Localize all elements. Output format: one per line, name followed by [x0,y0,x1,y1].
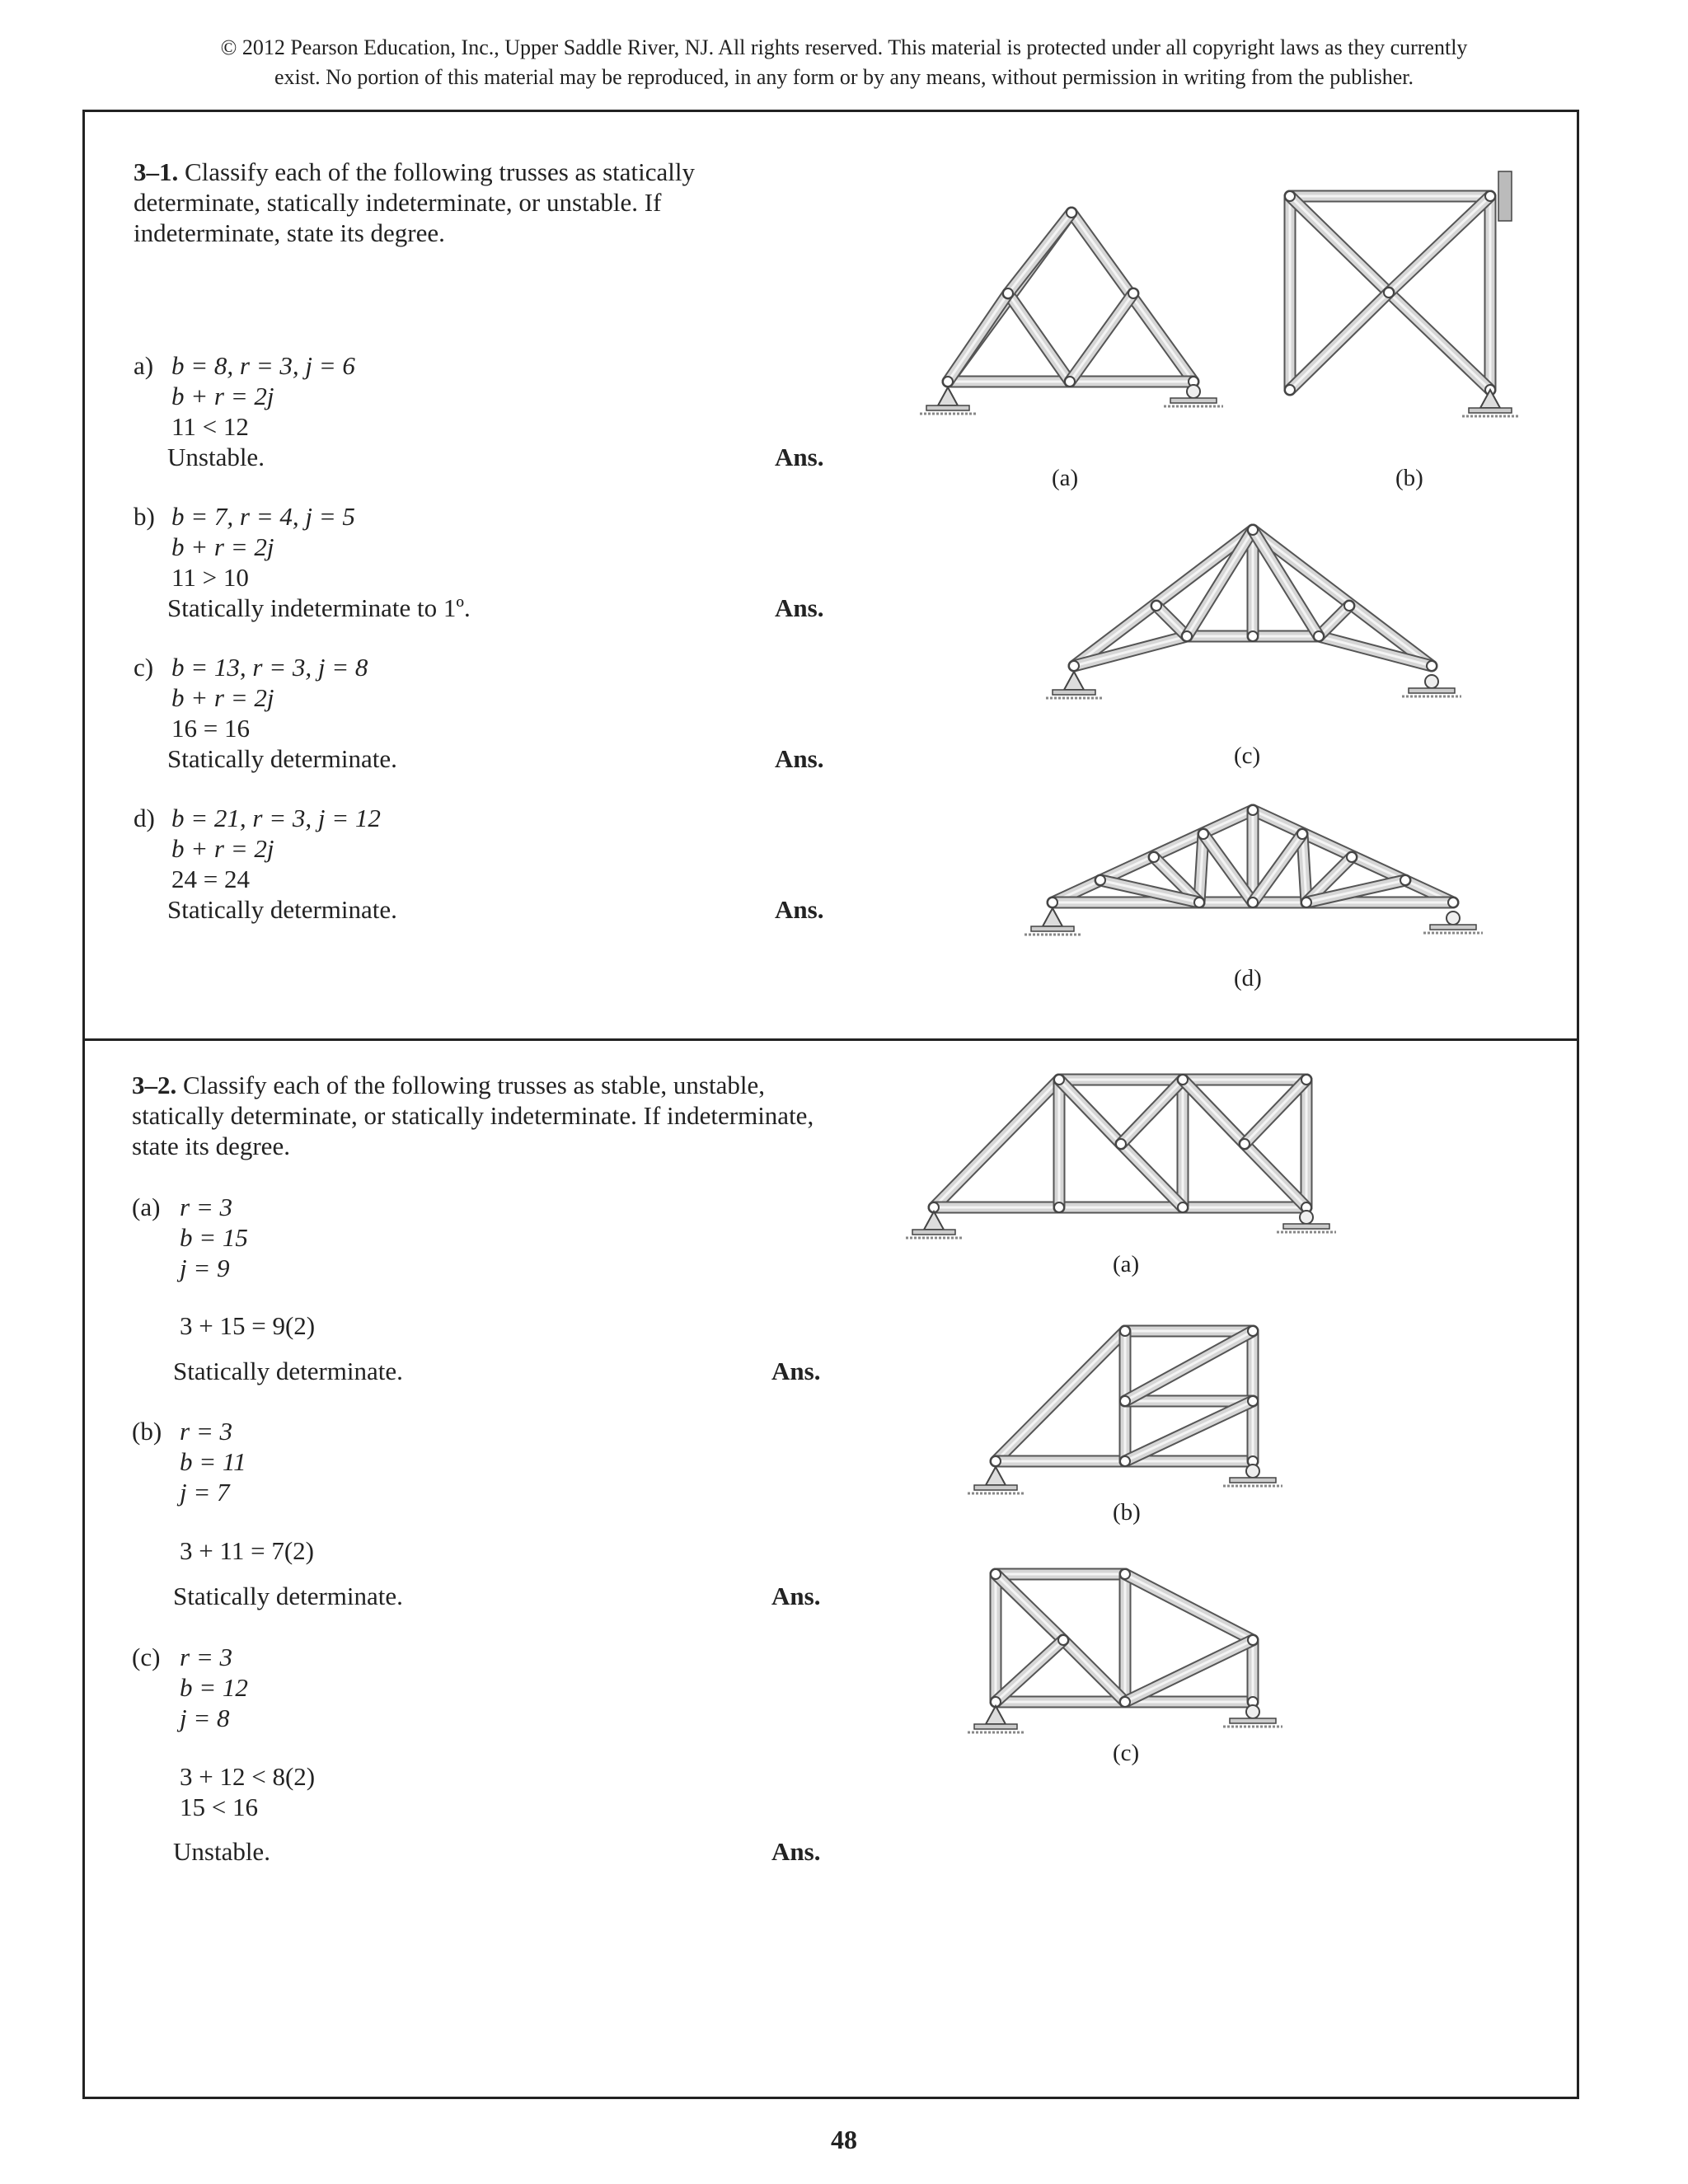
wall-support [1498,171,1512,221]
truss-figure-3-1-d [1025,805,1483,935]
ans-label: Ans. [771,1837,821,1866]
wall-block [1498,171,1512,221]
part-label: c) [134,653,154,682]
part-comparison: 11 < 12 [171,412,249,441]
pin-support [968,1467,1024,1493]
part-b: b = 11 [180,1447,246,1476]
truss-figure-3-2-a [906,1075,1336,1238]
truss-joint-pin [1054,1202,1064,1212]
support-base [1230,1718,1276,1723]
truss-joint-pin [1065,377,1075,387]
pin-support [968,1706,1024,1732]
truss-joint-pin [1048,898,1057,907]
truss-member-highlight [1253,834,1302,902]
statement-line: Classify each of the following trusses as stable, unstable, [183,1071,765,1099]
part-result: Unstable. [167,443,265,471]
part-equation: 3 + 15 = 9(2) [180,1311,316,1340]
part-j: j = 7 [180,1478,230,1507]
truss-joint-pin [1116,1139,1126,1149]
truss-figure-3-1-b [1285,171,1518,416]
truss-member-highlight [1187,530,1253,636]
roller-support [1223,1465,1282,1486]
pin-support [1025,908,1081,935]
truss-joint-pin [1297,829,1307,839]
figure-caption-a: (a) [1052,465,1079,491]
part-comparison: 11 > 10 [171,563,249,592]
ans-label: Ans. [771,1357,821,1385]
part-equation: b + r = 2j [171,382,274,410]
copyright-line-2: exist. No portion of this material may be reproduced, in any form or by any means, without permission in writing from the publisher. [274,65,1414,89]
part-r: r = 3 [180,1417,232,1446]
part-comparison: 16 = 16 [171,714,250,743]
truss-member-highlight [1253,530,1319,636]
truss-joint-pin [1400,875,1410,885]
truss-member-highlight [996,1574,1063,1640]
truss-member-highlight [1203,834,1253,902]
part-r: r = 3 [180,1643,232,1671]
page-number: 48 [831,2125,857,2154]
truss-joint-pin [1182,631,1192,641]
part-label: b) [134,502,155,531]
figure-caption-a: (a) [1113,1251,1140,1277]
part-equation: b + r = 2j [171,532,274,561]
truss-joint-pin [1314,631,1324,641]
truss-member-highlight [1125,1401,1253,1461]
part-result: Statically determinate. [167,895,397,924]
figure-caption-b: (b) [1113,1499,1141,1526]
support-base [1053,690,1095,695]
support-base [1230,1478,1276,1483]
truss-joint-pin [1120,1697,1130,1707]
pin-support [1046,672,1102,698]
support-roller [1425,675,1438,688]
pin-support [920,387,976,414]
truss-joint-pin [1069,661,1079,671]
truss-member-highlight [948,293,1008,382]
part-j: j = 9 [180,1254,230,1282]
figure-caption-c: (c) [1113,1740,1140,1766]
truss-joint-pin [1128,288,1138,298]
part-label: (b) [132,1417,162,1446]
roller-support [1277,1211,1336,1232]
truss-member-highlight [1121,1080,1183,1144]
statement-line: statically determinate, or statically indeterminate. If indeterminate, [132,1101,814,1130]
truss-joint-pin [1054,1075,1064,1085]
truss-joint-pin [1058,1635,1068,1645]
truss-joint-pin [1285,385,1295,395]
truss-member-highlight [1059,1080,1121,1144]
truss-joint-pin [1427,661,1437,671]
part-equation: b + r = 2j [171,683,274,712]
support-bracket [938,387,958,405]
truss-figure-3-2-b [968,1326,1282,1493]
truss-joint-pin [1301,898,1311,907]
statement-line: determinate, statically indeterminate, or unstable. If [134,188,662,217]
truss-joint-pin [1248,1396,1258,1406]
truss-joint-pin [1120,1569,1130,1579]
truss-joint-pin [1240,1139,1250,1149]
support-roller [1187,385,1200,398]
truss-joint-pin [1120,1396,1130,1406]
truss-member-highlight [1290,293,1389,390]
copyright-line-1: © 2012 Pearson Education, Inc., Upper Saddle River, NJ. All rights reserved. This material is protected under all copyright laws as they currently [220,35,1468,59]
ans-label: Ans. [775,593,824,622]
ans-label: Ans. [775,744,824,773]
figure-caption-b: (b) [1395,465,1423,491]
truss-joint-pin [1198,829,1208,839]
support-base [1283,1224,1329,1229]
truss-member-highlight [1183,1080,1245,1144]
truss-joint-pin [1178,1202,1188,1212]
truss-joint-pin [1067,208,1076,218]
part-equation: 3 + 11 = 7(2) [180,1536,314,1565]
roller-support [1223,1705,1282,1727]
support-roller [1300,1211,1313,1224]
truss-member-highlight [1070,293,1133,382]
truss-member-highlight [1245,1080,1306,1144]
part-values: b = 13, r = 3, j = 8 [171,653,368,682]
part-result: Statically determinate. [167,744,397,773]
truss-joint-pin [1248,1635,1258,1645]
truss-joint-pin [1248,898,1258,907]
truss-joint-pin [991,1569,1001,1579]
support-bracket [1043,908,1062,926]
problem-3-2-number: 3–2. [132,1071,177,1099]
support-bracket [1480,390,1500,408]
truss-joint-pin [1151,601,1161,611]
truss-joint-pin [1120,1326,1130,1336]
statement-line: Classify each of the following trusses as statically [185,157,696,186]
truss-figure-3-1-a [920,208,1223,414]
support-bracket [1064,672,1084,690]
part-comparison: 24 = 24 [171,865,250,893]
support-base [974,1724,1017,1729]
part-b: b = 12 [180,1673,248,1702]
part-result: Unstable. [173,1837,270,1866]
truss-joint-pin [1194,898,1204,907]
figure-caption-c: (c) [1234,743,1261,769]
support-base [926,405,969,410]
part-equation: 3 + 12 < 8(2) [180,1762,316,1791]
truss-figure-3-2-c [968,1569,1282,1732]
part-values: b = 21, r = 3, j = 12 [171,804,381,832]
support-base [974,1485,1017,1490]
truss-joint-pin [1248,525,1258,535]
part-label: (a) [132,1193,161,1221]
truss-joint-pin [1384,288,1394,298]
pin-support [906,1212,962,1238]
ans-label: Ans. [775,895,824,924]
support-bracket [924,1212,944,1230]
part-values: b = 8, r = 3, j = 6 [171,351,355,380]
support-base [912,1230,955,1235]
figure-caption-d: (d) [1234,965,1262,991]
truss-member-highlight [1389,293,1490,390]
part-equation-2: 15 < 16 [180,1793,258,1821]
truss-member-highlight [1125,1331,1253,1401]
part-result: Statically determinate. [173,1357,403,1385]
truss-member-highlight [1121,1144,1183,1207]
truss-joint-pin [1003,288,1013,298]
truss-figure-3-1-c [1046,525,1461,698]
support-roller [1246,1705,1259,1718]
part-r: r = 3 [180,1193,232,1221]
truss-member-highlight [1156,606,1187,636]
truss-joint-pin [1248,1326,1258,1336]
truss-member-highlight [1063,1640,1125,1702]
support-base [1469,408,1512,413]
truss-member-highlight [1125,1574,1253,1640]
truss-member-highlight [996,1640,1063,1702]
truss-joint-pin [1285,191,1295,201]
truss-joint-pin [1485,191,1495,201]
ans-label: Ans. [771,1582,821,1610]
part-result: Statically indeterminate to 1º. [167,593,471,622]
part-j: j = 8 [180,1704,230,1732]
roller-support [1164,385,1223,406]
ans-label: Ans. [775,443,824,471]
truss-joint-pin [943,377,953,387]
roller-support [1423,912,1483,933]
pin-support [1462,390,1518,416]
support-bracket [986,1467,1006,1485]
part-label: a) [134,351,154,380]
truss-joint-pin [1448,898,1458,907]
truss-joint-pin [1347,852,1357,862]
part-equation: b + r = 2j [171,834,274,863]
truss-joint-pin [1248,805,1258,815]
truss-joint-pin [1095,875,1105,885]
truss-member-highlight [1245,1144,1306,1207]
truss-joint-pin [1248,631,1258,641]
support-base [1031,926,1074,931]
truss-member-highlight [1319,606,1349,636]
truss-member-highlight [1389,196,1490,293]
part-label: (c) [132,1643,161,1671]
truss-joint-pin [1301,1075,1311,1085]
truss-joint-pin [991,1456,1001,1466]
problem-3-1-number: 3–1. [134,157,179,186]
truss-member-highlight [1125,1640,1253,1702]
support-roller [1246,1465,1259,1478]
truss-joint-pin [1120,1456,1130,1466]
support-roller [1447,912,1460,925]
support-base [1430,925,1476,930]
part-label: d) [134,804,155,832]
statement-line: indeterminate, state its degree. [134,218,445,247]
part-result: Statically determinate. [173,1582,403,1610]
part-b: b = 15 [180,1223,248,1252]
truss-joint-pin [1178,1075,1188,1085]
part-values: b = 7, r = 4, j = 5 [171,502,355,531]
roller-support [1402,675,1461,696]
truss-member-highlight [996,1331,1125,1461]
truss-member-highlight [934,1080,1059,1207]
truss-member-highlight [1008,213,1071,293]
support-bracket [986,1706,1006,1724]
truss-joint-pin [1149,852,1159,862]
support-base [1170,398,1217,403]
truss-member-highlight [1008,293,1070,382]
truss-member-highlight [1290,196,1389,293]
truss-joint-pin [1344,601,1354,611]
support-base [1409,688,1455,693]
statement-line: state its degree. [132,1132,290,1160]
